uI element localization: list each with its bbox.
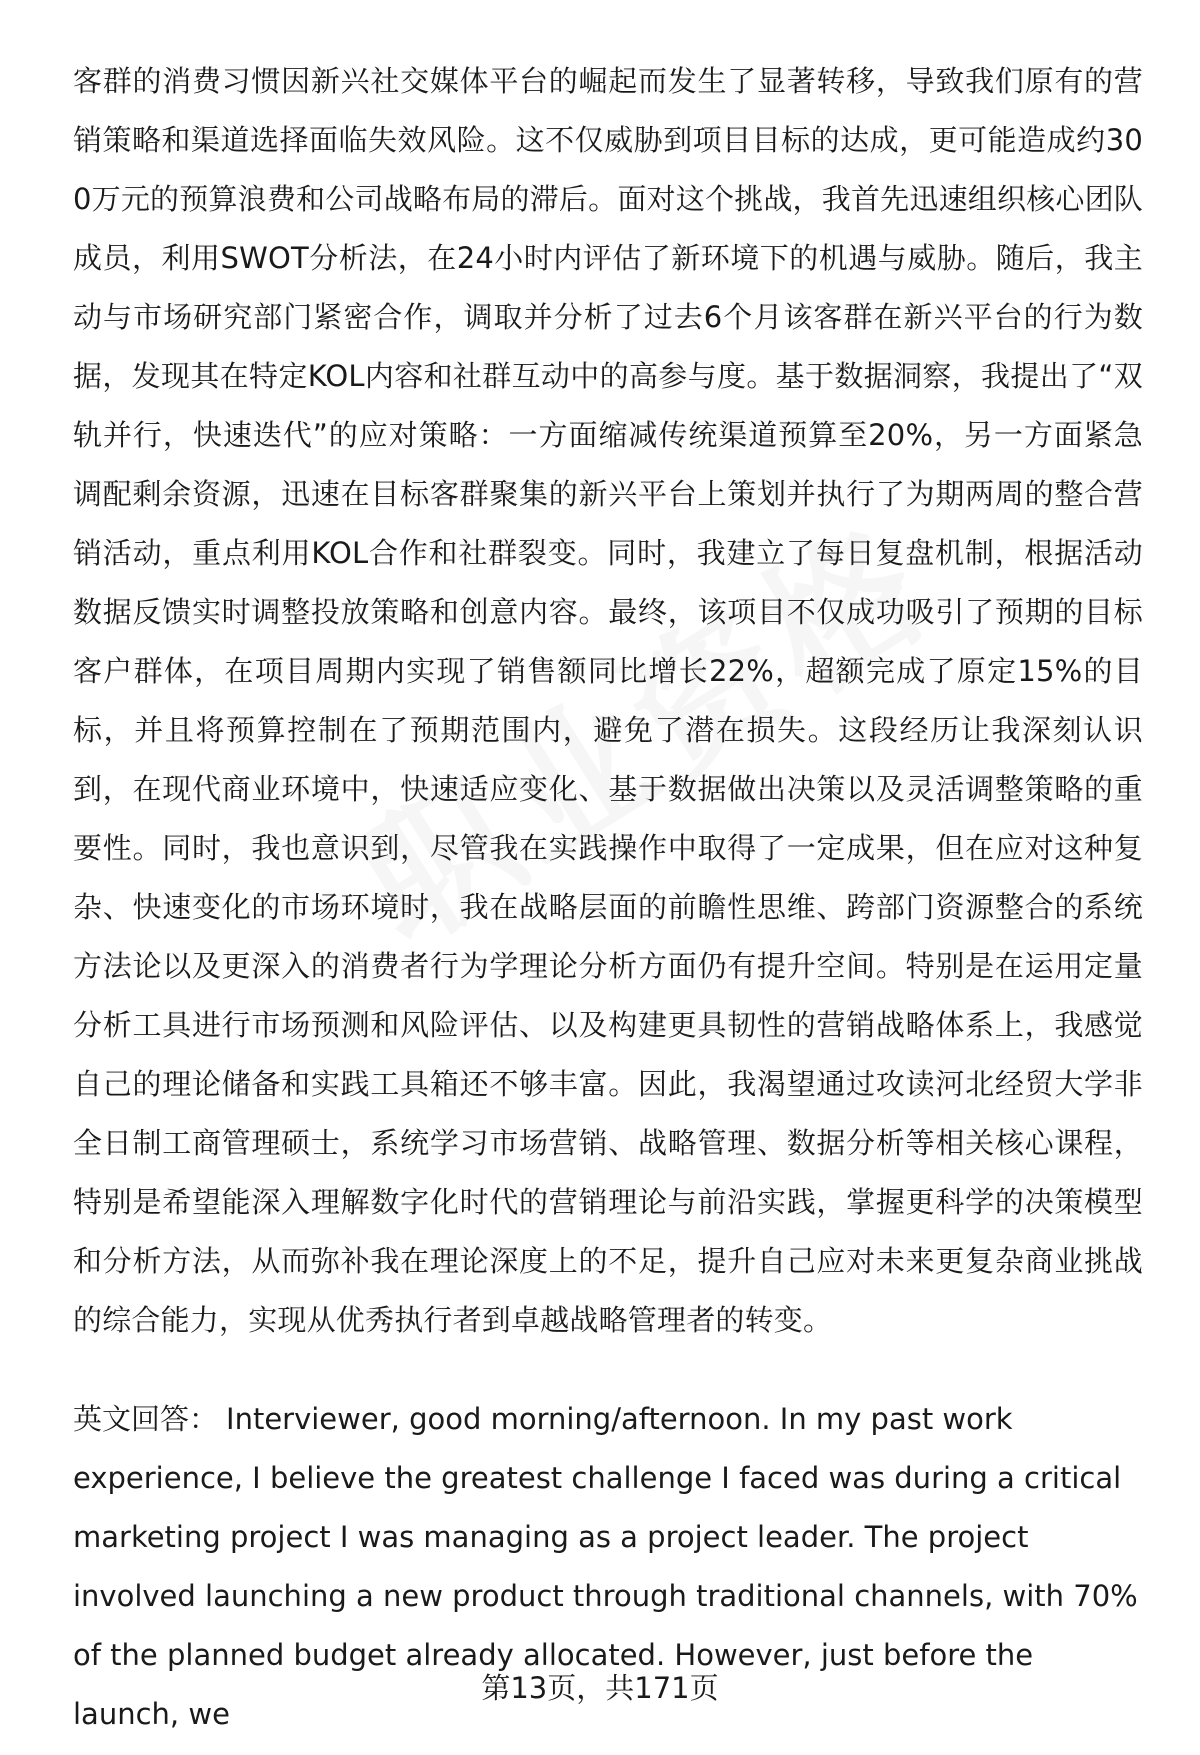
english-answer-text: Interviewer, good morning/afternoon. In my past work experience, I believe the greatest challenge I faced was during a critical marketing project I was managing as a project leader. The project involved launching a new product through traditional channels, with 70% of the planned budget already allocated. However, just before the launch, we xyxy=(73,1402,1138,1731)
english-answer-label: 英文回答： xyxy=(73,1402,219,1436)
chinese-answer-paragraph: 客群的消费习惯因新兴社交媒体平台的崛起而发生了显著转移，导致我们原有的营销策略和渠道选择面临失效风险。这不仅威胁到项目目标的达成，更可能造成约300万元的预算浪费和公司战略布局的滞后。面对这个挑战，我首先迅速组织核心团队成员，利用SWOT分析法，在24小时内评估了新环境下的机遇与威胁。随后，我主动与市场研究部门紧密合作，调取并分析了过去6个月该客群在新兴平台的行为数据，发现其在特定KOL内容和社群互动中的高参与度。基于数据洞察，我提出了“双轨并行，快速迭代”的应对策略：一方面缩减传统渠道预算至20%，另一方面紧急调配剩余资源，迅速在目标客群聚集的新兴平台上策划并执行了为期两周的整合营销活动，重点利用KOL合作和社群裂变。同时，我建立了每日复盘机制，根据活动数据反馈实时调整投放策略和创意内容。最终，该项目不仅成功吸引了预期的目标客户群体，在项目周期内实现了销售额同比增长22%，超额完成了原定15%的目标，并且将预算控制在了预期范围内，避免了潜在损失。这段经历让我深刻认识到，在现代商业环境中，快速适应变化、基于数据做出决策以及灵活调整策略的重要性。同时，我也意识到，尽管我在实践操作中取得了一定成果，但在应对这种复杂、快速变化的市场环境时，我在战略层面的前瞻性思维、跨部门资源整合的系统方法论以及更深入的消费者行为学理论分析方面仍有提升空间。特别是在运用定量分析工具进行市场预测和风险评估、以及构建更具韧性的营销战略体系上，我感觉自己的理论储备和实践工具箱还不够丰富。因此，我渴望通过攻读河北经贸大学非全日制工商管理硕士，系统学习市场营销、战略管理、数据分析等相关核心课程，特别是希望能深入理解数字化时代的营销理论与前沿实践，掌握更科学的决策模型和分析方法，从而弥补我在理论深度上的不足，提升自己应对未来更复杂商业挑战的综合能力，实现从优秀执行者到卓越战略管理者的转变。 xyxy=(73,64,1143,1337)
page-number-footer: 第13页，共171页 xyxy=(481,1671,719,1705)
